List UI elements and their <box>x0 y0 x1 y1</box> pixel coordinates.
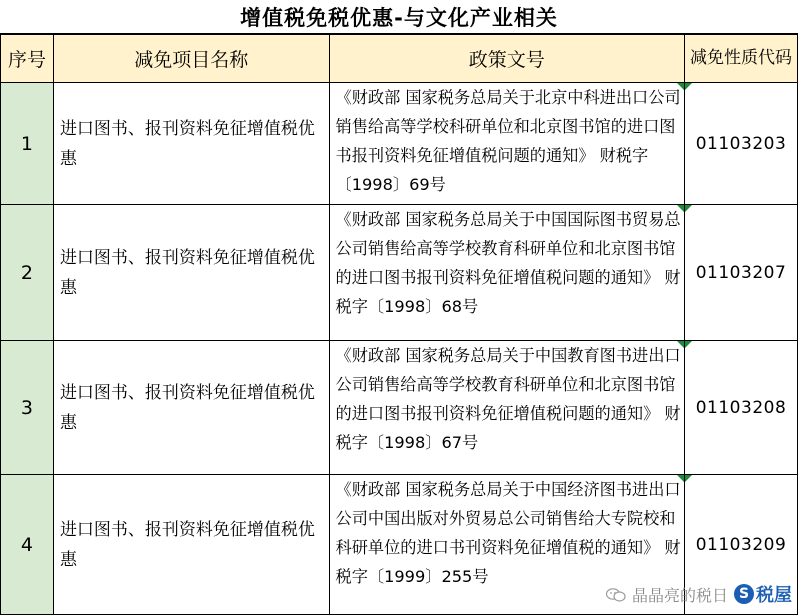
cell-doc[interactable] <box>329 205 685 341</box>
cell-doc[interactable] <box>329 341 685 475</box>
header-code[interactable]: 减免性质代码 <box>685 35 798 83</box>
header-seq[interactable]: 序号 <box>1 35 54 83</box>
cell-doc[interactable] <box>329 83 685 205</box>
doc-text: 《财政部 国家税务总局关于北京中科进出口公司销售给高等学校科研单位和北京图书馆的进口图书报刊资料免征增值税问题的通知》 财税字〔1998〕69号 <box>335 88 681 194</box>
code-text: 01103209 <box>695 534 787 555</box>
comment-marker <box>685 205 692 212</box>
cell-code[interactable] <box>685 83 798 205</box>
cell-code[interactable] <box>685 205 798 341</box>
cell-seq[interactable]: 3 <box>1 341 54 475</box>
table-row <box>1 205 798 341</box>
table-row <box>1 341 798 475</box>
watermark-logo <box>734 581 792 607</box>
comment-marker <box>677 83 684 90</box>
logo-text: 税屋 <box>756 585 792 606</box>
code-text: 01103208 <box>695 397 787 418</box>
tax-table <box>0 34 798 615</box>
cell-seq[interactable]: 2 <box>1 205 54 341</box>
comment-marker <box>685 475 692 482</box>
comment-marker <box>685 341 692 348</box>
header-doc[interactable]: 政策文号 <box>329 35 685 83</box>
comment-marker <box>677 475 684 482</box>
table-row <box>1 83 798 205</box>
doc-text: 《财政部 国家税务总局关于中国教育图书进出口公司销售给高等学校教育科研单位和北京图书馆的进口图书报刊资料免征增值税问题的通知》 财税字〔1998〕67号 <box>335 346 681 452</box>
cell-name[interactable]: 进口图书、报刊资料免征增值税优惠 <box>53 83 329 205</box>
logo-mark: S <box>734 584 754 604</box>
watermark <box>606 579 792 609</box>
doc-text: 《财政部 国家税务总局关于中国经济图书进出口公司中国出版对外贸易总公司销售给大专院校和科研单位的进口书刊资料免征增值税的通知》 财税字〔1999〕255号 <box>335 480 681 586</box>
comment-marker <box>685 83 692 90</box>
watermark-channel: 晶晶亮的税日 <box>631 585 728 605</box>
comment-marker <box>677 341 684 348</box>
code-text: 01103203 <box>695 133 787 154</box>
doc-text: 《财政部 国家税务总局关于中国国际图书贸易总公司销售给高等学校教育科研单位和北京图书馆的进口图书报刊资料免征增值税问题的通知》 财税字〔1998〕68号 <box>335 210 681 316</box>
cell-name[interactable]: 进口图书、报刊资料免征增值税优惠 <box>53 475 329 615</box>
sheet-title: 增值税免税优惠-与文化产业相关 <box>0 0 798 34</box>
cell-seq[interactable]: 1 <box>1 83 54 205</box>
cell-name[interactable]: 进口图书、报刊资料免征增值税优惠 <box>53 341 329 475</box>
code-text: 01103207 <box>695 262 787 283</box>
cell-seq[interactable]: 4 <box>1 475 54 615</box>
wechat-icon <box>606 587 626 601</box>
cell-code[interactable] <box>685 341 798 475</box>
header-row <box>1 35 798 83</box>
cell-name[interactable]: 进口图书、报刊资料免征增值税优惠 <box>53 205 329 341</box>
comment-marker <box>677 205 684 212</box>
header-name[interactable]: 减免项目名称 <box>53 35 329 83</box>
